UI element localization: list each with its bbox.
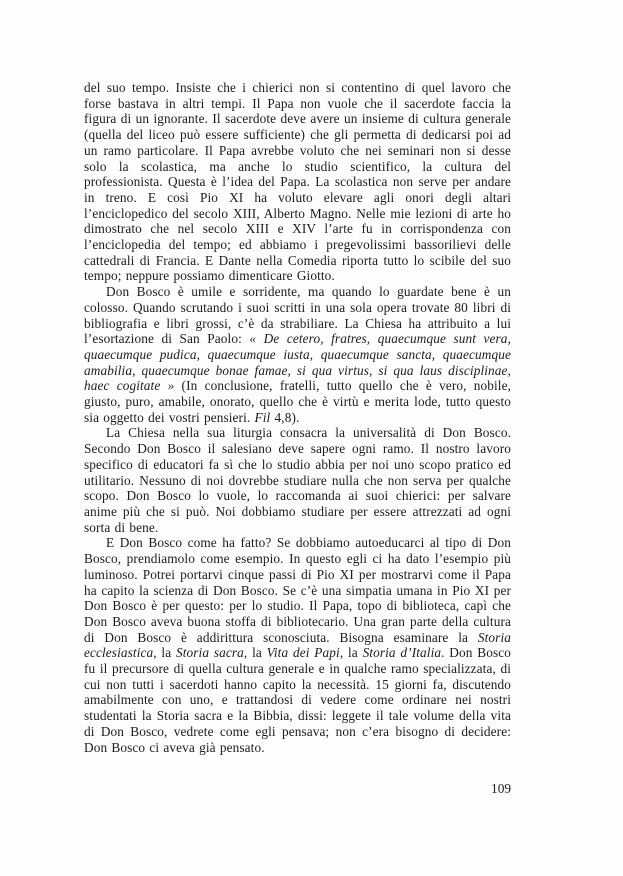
- paragraph-1: [84, 80, 511, 284]
- paragraph-3: [84, 425, 511, 535]
- italic-run: Storia sacra: [175, 645, 244, 661]
- italic-run: Vita dei Papi: [266, 645, 340, 661]
- text-run: . Don Bosco fu il precursore di quella cultura generale e in qualche ramo specializzata, di cui non tutti i sacerdoti hanno capito la necessità. 15 giorni fa, discutendo amabilmente con uno, e trattandosi di vedere come ordinare nei nostri studentati la Storia sacra e la Bibbia, dissi: leggete il tale volume della vita di Don Bosco, vedrete come egli pensava; non c’era bisogno di decidere: Don Bosco ci aveva già pensato.: [84, 645, 512, 755]
- italic-run: Fil: [254, 409, 271, 425]
- italic-run: Storia d’Italia: [362, 645, 442, 661]
- text-run: E Don Bosco come ha fatto? Se dobbiamo autoeducarci al tipo di Don Bosco, prendiamolo come esempio. In questo egli ci ha dato l’esempio più luminoso. Potrei portarvi cinque passi di Pio XI per mostrarvi come il Papa ha capito la scienza di Don Bosco. Se c’è una simpatia umana in Pio XI per Don Bosco è per questo: per lo studio. Il Papa, topo di biblioteca, capì che Don Bosco aveva buona stoffa di bibliotecario. Una gran parte della cultura di Don Bosco è addirittura sconosciuta. Bisogna esaminare la: [84, 535, 511, 645]
- text-run: , la: [153, 645, 176, 661]
- text-run: , la: [243, 645, 267, 661]
- text-run: , la: [339, 645, 363, 661]
- text-run: (In conclusione, fratelli, tutto quello che è vero, nobile, giusto, puro, amabile, onorato, quello che è virtù e merita lode, tutto questo sia oggetto dei vostri pensieri.: [84, 378, 511, 425]
- text-run: del suo tempo. Insiste che i chierici non si contentino di quel lavoro che forse bastava in altri tempi. Il Papa non vuole che il sacerdote faccia la figura di un ignorante. Il sacerdote deve avere un insieme di cultura generale (quella del liceo può essere sufficiente) che gli permetta di dedicarsi poi ad un ramo particolare. Il Papa avrebbe voluto che nei seminari non si desse solo la scolastica, ma anche lo studio scientifico, la cultura del professionista. Questa è l’idea del Papa. La scolastica non serve per andare in treno. E così Pio XI ha voluto elevare agli onori degli altari l’enciclopedico del secolo XIII, Alberto Magno. Nelle mie lezioni di arte ho dimostrato che nel secolo XIII e XIV l’arte fu in corrispondenza con l’enciclopedia del tempo; ed abbiamo i pregevolissimi bassorilievi delle cattedrali di Francia. E Dante nella Comedia riporta tutto lo scibile del suo tempo; neppure possiamo dimenticare Giotto.: [84, 80, 511, 284]
- text-run: La Chiesa nella sua liturgia consacra la universalità di Don Bosco. Secondo Don Bosco il salesiano deve sapere ogni ramo. Il nostro lavoro specifico di educatori fa sì che lo studio abbia per noi uno scopo pratico ed utilitario. Nessuno di noi dovrebbe studiare nulla che non serva per qualche scopo. Don Bosco lo vuole, lo raccomanda ai suoi chierici: per salvare anime più che si può. Noi dobbiamo studiare per essere attrezzati ad ogni sorta di bene.: [84, 425, 511, 535]
- text-run: 4,8).: [270, 409, 300, 425]
- text-run: Don Bosco è umile e sorridente, ma quando lo guardate bene è un colosso. Quando scrutando i suoi scritti in una sola opera trovate 80 libri di bibliografia e libri grossi, c’è da strabiliare. La Chiesa ha attribuito a lui l’esortazione di San Paolo:: [84, 284, 511, 347]
- paragraph-4: [84, 535, 511, 755]
- italic-run: Storia ecclesiastica: [84, 629, 511, 661]
- italic-run: « De cetero, fratres, quaecumque sunt vera, quaecumque pudica, quaecumque iusta, quaecumque sancta, quaecumque amabilia, quaecumque bonae famae, si qua virtus, si qua laus disciplinae, haec cogitate »: [84, 331, 511, 394]
- paragraph-2: [84, 284, 511, 425]
- body-text: [84, 80, 511, 755]
- page-number: 109: [491, 781, 511, 796]
